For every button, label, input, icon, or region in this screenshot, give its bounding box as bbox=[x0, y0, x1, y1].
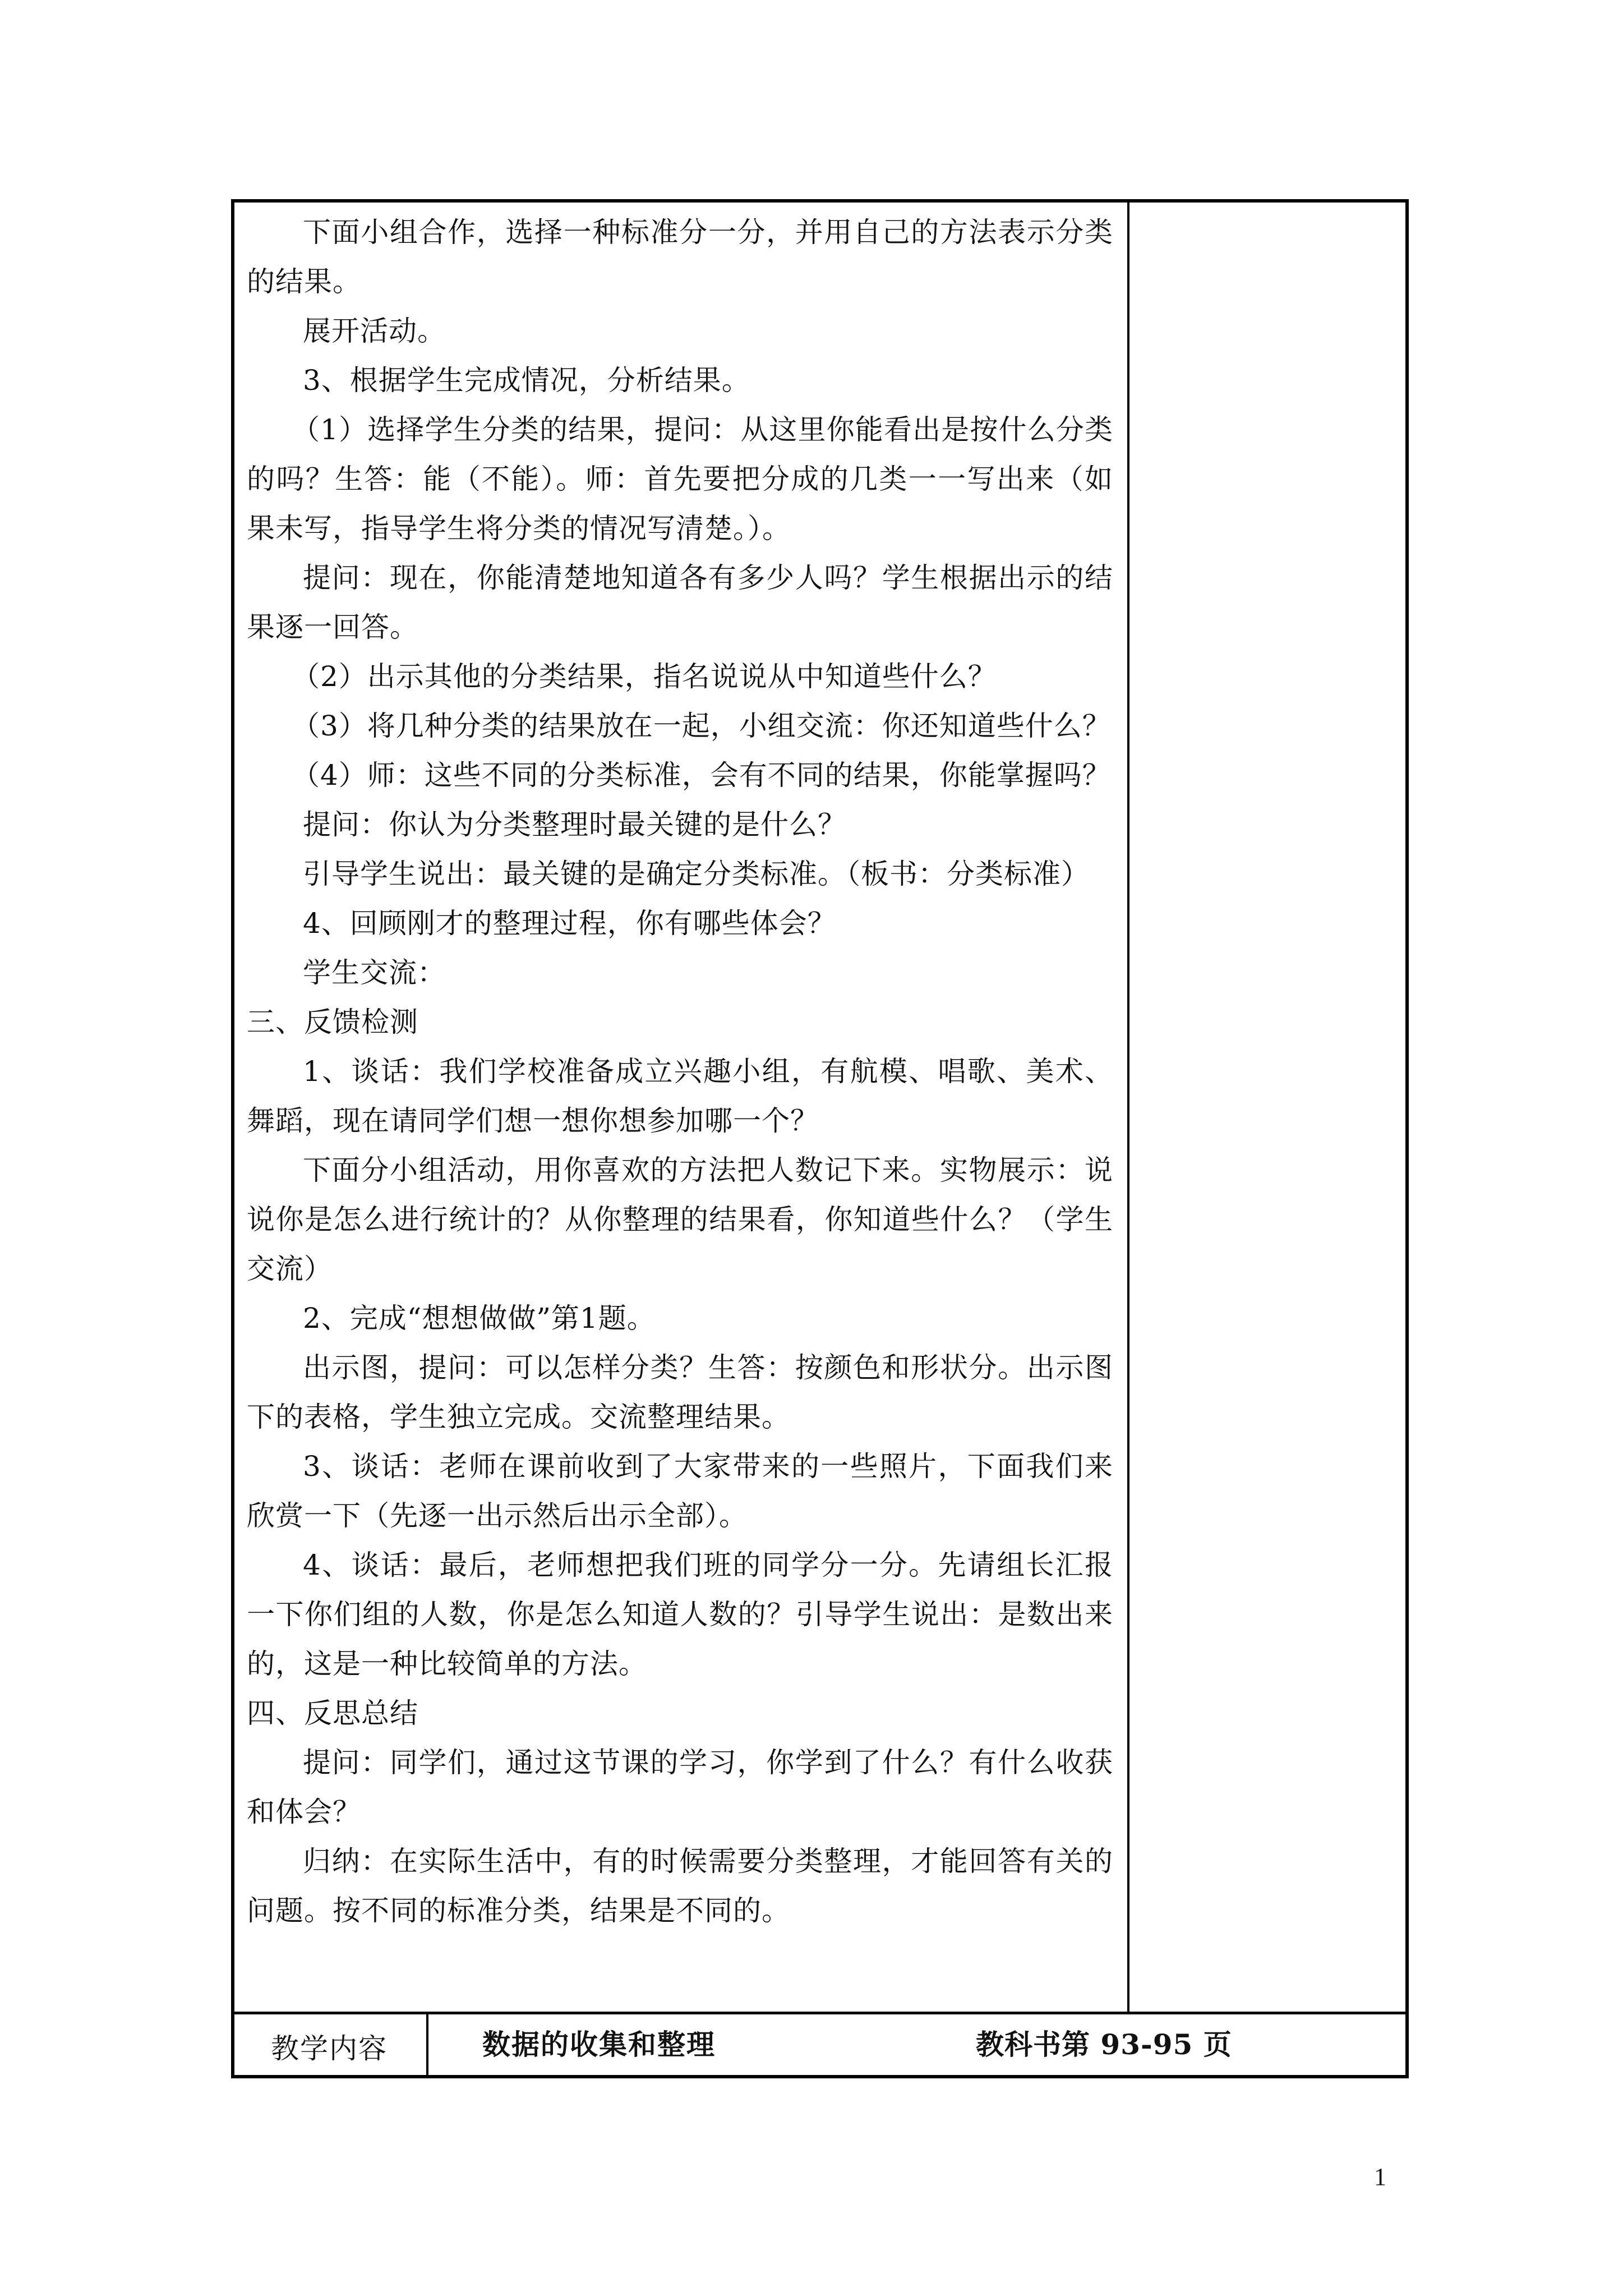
paragraph: 提问：同学们，通过这节课的学习，你学到了什么？有什么收获和体会？ bbox=[247, 1746, 1113, 1828]
lesson-body-cell bbox=[247, 208, 1113, 1935]
paragraph: 出示图，提问：可以怎样分类？生答：按颜色和形状分。出示图下的表格，学生独立完成。交流整理结果。 bbox=[247, 1351, 1113, 1433]
paragraph: 下面分小组活动，用你喜欢的方法把人数记下来。实物展示：说说你是怎么进行统计的？从你整理的结果看，你知道些什么？（学生交流） bbox=[247, 1154, 1113, 1285]
teaching-content-label: 教学内容 bbox=[271, 2032, 388, 2065]
paragraph: 学生交流： bbox=[303, 956, 446, 989]
lesson-title: 数据的收集和整理 bbox=[482, 2028, 716, 2061]
section-heading: 四、反思总结 bbox=[247, 1697, 418, 1729]
paragraph: （3）将几种分类的结果放在一起，小组交流：你还知道些什么？ bbox=[292, 710, 1111, 742]
paragraph: 引导学生说出：最关键的是确定分类标准。（板书：分类标准） bbox=[303, 858, 1090, 890]
section-heading: 三、反馈检测 bbox=[247, 1006, 418, 1038]
paragraph: 提问：现在，你能清楚地知道各有多少人吗？学生根据出示的结果逐一回答。 bbox=[247, 562, 1113, 643]
paragraph: 下面小组合作，选择一种标准分一分，并用自己的方法表示分类的结果。 bbox=[247, 216, 1113, 298]
paragraph: 提问：你认为分类整理时最关键的是什么？ bbox=[303, 808, 846, 841]
paragraph: （4）师：这些不同的分类标准，会有不同的结果，你能掌握吗？ bbox=[292, 759, 1111, 792]
paragraph: 归纳：在实际生活中，有的时候需要分类整理，才能回答有关的问题。按不同的标准分类，结果是不同的。 bbox=[247, 1845, 1113, 1927]
paragraph: 展开活动。 bbox=[303, 315, 446, 347]
paragraph: 4、回顾刚才的整理过程，你有哪些体会？ bbox=[303, 907, 836, 940]
paragraph: 4、谈话：最后，老师想把我们班的同学分一分。先请组长汇报一下你们组的人数，你是怎么知道人数的？引导学生说出：是数出来的，这是一种比较简单的方法。 bbox=[247, 1549, 1113, 1680]
textbook-pages: 教科书第 93-95 页 bbox=[976, 2028, 1232, 2061]
page-number: 1 bbox=[1374, 2163, 1386, 2191]
paragraph: （1）选择学生分类的结果，提问：从这里你能看出是按什么分类的吗？生答：能（不能）。师：首先要把分成的几类一一写出来（如果未写，指导学生将分类的情况写清楚。）。 bbox=[247, 413, 1113, 545]
paragraph: 2、完成“想想做做”第1题。 bbox=[303, 1302, 656, 1335]
paragraph: 3、根据学生完成情况，分析结果。 bbox=[303, 364, 750, 397]
table-column-divider bbox=[1127, 199, 1129, 2013]
paragraph: 3、谈话：老师在课前收到了大家带来的一些照片，下面我们来欣赏一下（先逐一出示然后出示全部）。 bbox=[247, 1450, 1113, 1532]
paragraph: （2）出示其他的分类结果，指名说说从中知道些什么？ bbox=[292, 660, 997, 693]
paragraph: 1、谈话：我们学校准备成立兴趣小组，有航模、唱歌、美术、舞蹈，现在请同学们想一想你想参加哪一个？ bbox=[247, 1055, 1113, 1137]
